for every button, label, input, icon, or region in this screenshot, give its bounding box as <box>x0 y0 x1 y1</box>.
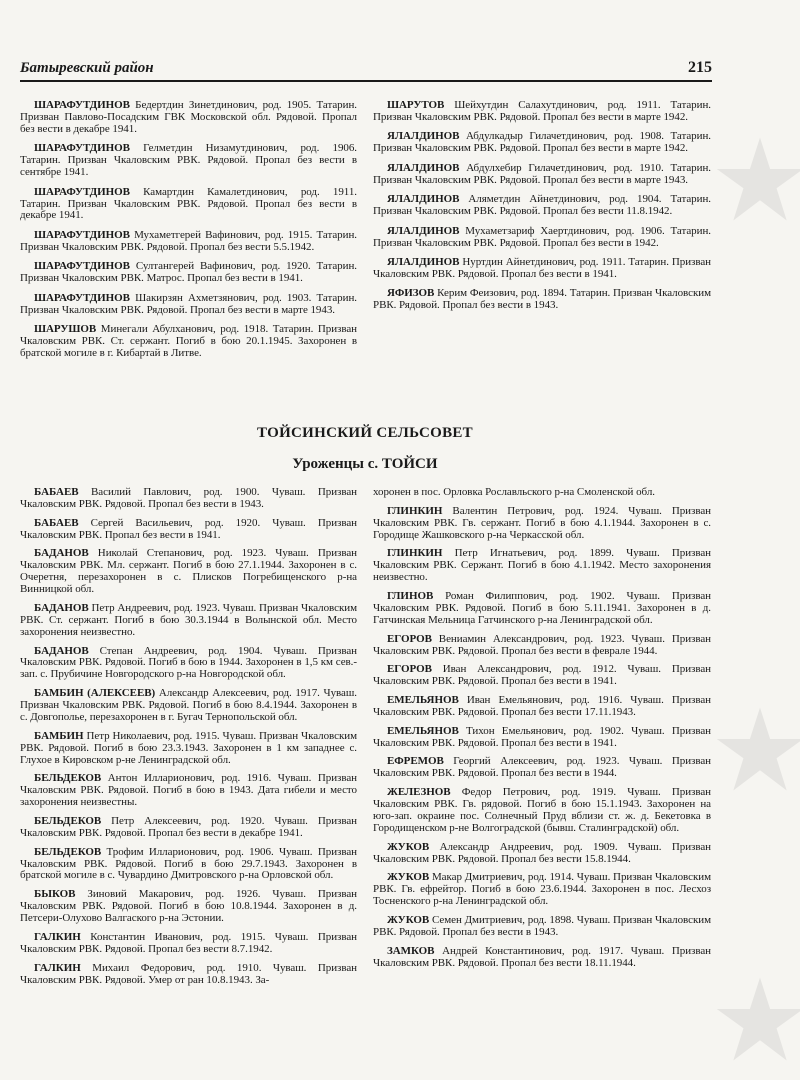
continued-entry-text: хоронен в пос. Орловка Рославльского р-на Смоленской обл. <box>373 486 655 498</box>
memorial-entry <box>373 695 711 719</box>
entry-surname: БАМБИН <box>34 729 84 742</box>
entry-surname: ГЛИНОВ <box>387 590 434 603</box>
star-watermark-icon <box>714 120 800 240</box>
entry-surname: ЕГОРОВ <box>387 632 432 645</box>
memorial-entry <box>20 187 357 223</box>
entry-details: Гелметдин Низамутдинович, род. 1906. Татарин. Призван Чкаловским РВК. Рядовой. Пропал без вести в сентябре 1941. <box>20 142 357 179</box>
memorial-entry <box>373 842 711 866</box>
entry-details: Александр Алексеевич, род. 1917. Чуваш. Призван Чкаловским РВК. Рядовой. Погиб в бою 8.4.1944. Захоронен в с. Довгополье, перезахоронен в г. Бугач Тернопольской обл. <box>20 687 358 723</box>
memorial-entry <box>20 731 357 767</box>
memorial-entry <box>20 518 357 542</box>
memorial-entry <box>373 872 711 908</box>
entry-surname: БАДАНОВ <box>34 644 89 657</box>
entry-details: Макар Дмитриевич, род. 1914. Чуваш. Призван Чкаловским РВК. Гв. ефрейтор. Погиб в бою 23.6.1944. Захоронен в пос. Лесхоз Тосненского р-на Ленинградской обл. <box>373 871 711 908</box>
entry-details: Абдулхебир Гилачетдинович, род. 1910. Татарин. Призван Чкаловским РВК. Рядовой. Пропал без вести в марте 1943. <box>373 161 711 186</box>
entry-details: Михаил Федорович, род. 1910. Чуваш. Призван Чкаловским РВК. Рядовой. Умер от ран 10.8.1943. За- <box>20 961 358 986</box>
entry-surname: ШАРАФУТДИНОВ <box>34 185 130 198</box>
entry-details: Петр Игнатьевич, род. 1899. Чуваш. Призван Чкаловским РВК. Сержант. Погиб в бою 4.1.1942. Место захоронения неизвестно. <box>373 547 711 584</box>
entry-details: Валентин Петрович, род. 1924. Чуваш. Призван Чкаловским РВК. Гв. сержант. Погиб в бою 4.1.1944. Захоронен в с. Городище Жашковского р-на Черкасской обл. <box>373 504 711 541</box>
column-top-left <box>20 100 357 367</box>
entry-details: Сергей Васильевич, род. 1920. Чуваш. Призван Чкаловским РВК. Пропал без вести в 1941. <box>20 516 357 541</box>
entry-details: Александр Андреевич, род. 1909. Чуваш. Призван Чкаловским РВК. Рядовой. Пропал без вести 15.8.1944. <box>373 840 711 865</box>
entry-details: Петр Николаевич, род. 1915. Чуваш. Призван Чкаловским РВК. Рядовой. Погиб в бою 23.3.1943. Захоронен в 1 км западнее с. Глухое в Кировском р-не Ленинградской обл. <box>20 729 358 766</box>
entry-details: Султангерей Вафинович, род. 1920. Татарин. Призван Чкаловским РВК. Матрос. Пропал без вести в 1941. <box>20 260 358 285</box>
entry-details: Петр Андреевич, род. 1923. Чуваш. Призван Чкаловским РВК. Ст. сержант. Погиб в бою 30.3.1944 в Волынской обл. Место захоронения неизвестно. <box>20 601 358 638</box>
entry-details: Шейхутдин Салахутдинович, род. 1911. Татарин. Призван Чкаловским РВК. Рядовой. Пропал без вести в марте 1942. <box>373 99 712 123</box>
entry-details: Иван Емельянович, род. 1916. Чуваш. Призван Чкаловским РВК. Рядовой. Пропал без вести 17.11.1943. <box>373 694 711 718</box>
entry-details: Аляметдин Айнетдинович, род. 1904. Татарин. Призван Чкаловским РВК. Рядовой. Пропал без вести 11.8.1942. <box>373 193 711 218</box>
entry-surname: ШАРАФУТДИНОВ <box>34 99 130 111</box>
memorial-entry <box>373 915 711 939</box>
memorial-entry <box>373 506 711 542</box>
entry-surname: БАБАЕВ <box>34 486 79 498</box>
memorial-entry <box>20 324 357 360</box>
entry-details: Мухаметзариф Хаертдинович, род. 1906. Татарин. Призван Чкаловским РВК. Рядовой. Пропал без вести в 1942. <box>373 224 711 249</box>
entry-surname: ШАРУТОВ <box>387 99 445 111</box>
entry-surname: БАДАНОВ <box>34 547 89 560</box>
memorial-entry <box>373 194 711 218</box>
memorial-entry <box>20 773 357 809</box>
memorial-entry <box>20 100 357 136</box>
entry-surname: ЕМЕЛЬЯНОВ <box>387 724 459 737</box>
entry-details: Василий Павлович, род. 1900. Чуваш. Призван Чкаловским РВК. Рядовой. Пропал без вести в 1943. <box>20 486 357 510</box>
entry-surname: ЖУКОВ <box>387 871 430 884</box>
memorial-entry <box>373 257 711 281</box>
entry-surname: ЯЛАЛДИНОВ <box>387 256 460 269</box>
entry-details: Керим Феизович, род. 1894. Татарин. Призван Чкаловским РВК. Рядовой. Пропал без вести в 1943. <box>373 287 712 312</box>
memorial-entry <box>373 226 711 250</box>
entry-surname: ЖУКОВ <box>387 913 430 926</box>
entry-details: Минегали Абулханович, род. 1918. Татарин. Призван Чкаловским РВК. Ст. сержант. Погиб в бою 20.1.1945. Захоронен в братской могиле в г. Кибартай в Литве. <box>20 323 358 359</box>
memorial-entry <box>20 603 357 639</box>
entry-details: Камартдин Камалетдинович, род. 1911. Татарин. Призван Чкаловским РВК. Рядовой. Пропал без вести в декабре 1941. <box>20 185 358 222</box>
entry-surname: ЯЛАЛДИНОВ <box>387 193 460 206</box>
entry-details: Андрей Константинович, род. 1917. Чуваш. Призван Чкаловским РВК. Рядовой. Пропал без вести 18.11.1944. <box>373 944 711 969</box>
entry-surname: БЕЛЬДЕКОВ <box>34 772 102 785</box>
star-watermark-icon <box>714 960 800 1080</box>
entry-surname: ШАРАФУТДИНОВ <box>34 260 130 273</box>
entry-surname: ЖЕЛЕЗНОВ <box>387 786 451 799</box>
entry-surname: ШАРУШОВ <box>34 323 97 336</box>
entry-surname: ГАЛКИН <box>34 961 81 974</box>
memorial-entry <box>20 963 357 987</box>
memorial-entry <box>373 591 711 627</box>
entry-details: Вениамин Александрович, род. 1923. Чуваш. Призван Чкаловским РВК. Рядовой. Пропал без вести в феврале 1944. <box>373 632 711 657</box>
memorial-entry <box>373 946 711 970</box>
entry-details: Иван Александрович, род. 1912. Чуваш. Призван Чкаловским РВК. Рядовой. Пропал без вести в 1941. <box>373 663 711 688</box>
column-bottom-left <box>20 487 357 993</box>
entry-details: Тихон Емельянович, род. 1902. Чуваш. Призван Чкаловским РВК. Рядовой. Пропал без вести в 1941. <box>373 724 711 749</box>
entry-surname: ГАЛКИН <box>34 930 81 943</box>
entry-surname: БАМБИН (АЛЕКСЕЕВ) <box>34 687 156 700</box>
entry-surname: ЖУКОВ <box>387 840 430 853</box>
entry-details: Константин Иванович, род. 1915. Чуваш. Призван Чкаловским РВК. Рядовой. Пропал без вести 8.7.1942. <box>20 930 357 955</box>
entry-surname: ШАРАФУТДИНОВ <box>34 228 130 241</box>
entry-details: Роман Филиппович, род. 1902. Чуваш. Призван Чкаловским РВК. Рядовой. Погиб в бою 5.11.1941. Захоронен в д. Гатчинская Мельница Гатчинского р-на Ленинградской обл. <box>373 590 711 626</box>
entry-surname: ГЛИНКИН <box>387 547 443 560</box>
entry-surname: БАДАНОВ <box>34 601 89 614</box>
entry-details: Мухаметгерей Вафинович, род. 1915. Татарин. Призван Чкаловским РВК. Рядовой. Пропал без вести 5.5.1942. <box>20 228 357 253</box>
entry-details: Степан Андреевич, род. 1904. Чуваш. Призван Чкаловским РВК. Рядовой. Погиб в бою в 1944. Захоронен в 1,5 км сев.-зап. с. Прубичине Новгородского р-на Новгородской обл. <box>20 644 357 681</box>
page-number: 215 <box>688 59 712 76</box>
entry-surname: БЕЛЬДЕКОВ <box>34 845 102 858</box>
memorial-entry <box>20 847 357 883</box>
memorial-entry <box>20 646 357 682</box>
entry-surname: ЕМЕЛЬЯНОВ <box>387 694 459 707</box>
entry-details: Зиновий Макарович, род. 1926. Чуваш. Призван Чкаловским РВК. Рядовой. Погиб в бою 10.8.1944. Захоронен в д. Петсери-Олухово Валгаского р-на Эстонии. <box>20 888 357 925</box>
column-bottom-right <box>373 487 711 976</box>
star-watermark-icon <box>714 690 800 810</box>
entry-details: Нуртдин Айнетдинович, род. 1911. Татарин. Призван Чкаловским РВК. Рядовой. Пропал без вести в 1941. <box>373 256 711 280</box>
running-head <box>20 58 712 82</box>
memorial-entry <box>20 261 357 285</box>
entry-surname: ЯЛАЛДИНОВ <box>387 161 460 174</box>
entry-surname: ШАРАФУТДИНОВ <box>34 142 130 155</box>
memorial-entry <box>373 131 711 155</box>
memorial-entry <box>20 293 357 317</box>
memorial-entry <box>20 889 357 925</box>
memorial-entry <box>373 787 711 835</box>
memorial-entry <box>20 143 357 179</box>
bottom-right-entries <box>373 506 711 970</box>
entry-details: Шакирзян Ахметзянович, род. 1903. Татарин. Призван Чкаловским РВК. Рядовой. Пропал без вести в марте 1943. <box>20 291 358 316</box>
memorial-entry <box>373 548 711 584</box>
entry-details: Антон Илларионович, род. 1916. Чуваш. Призван Чкаловским РВК. Рядовой. Погиб в бою в 1943. Дата гибели и место захоронения неизвестны. <box>20 772 357 809</box>
entry-details: Абдулкадыр Гилачетдинович, род. 1908. Татарин. Призван Чкаловским РВК. Рядовой. Пропал без вести в марте 1942. <box>373 130 712 155</box>
entry-details: Петр Алексеевич, род. 1920. Чуваш. Призван Чкаловским РВК. Рядовой. Пропал без вести в декабре 1941. <box>20 814 357 839</box>
entry-surname: БЕЛЬДЕКОВ <box>34 814 102 827</box>
entry-surname: ГЛИНКИН <box>387 504 443 517</box>
memorial-entry <box>373 634 711 658</box>
entry-details: Бедертдин Зинетдинович, род. 1905. Татарин. Призван Павлово-Посадским ГВК Московской обл. Рядовой. Пропал без вести в декабре 1941. <box>20 99 357 135</box>
memorial-entry <box>373 288 711 312</box>
entry-surname: ЯФИЗОВ <box>387 287 435 300</box>
memorial-entry <box>20 487 357 511</box>
memorial-entry <box>373 726 711 750</box>
memorial-entry <box>373 664 711 688</box>
memorial-entry <box>373 100 711 124</box>
section-title: Батыревский район <box>20 60 154 76</box>
entry-details: Георгий Алексеевич, род. 1923. Чуваш. Призван Чкаловским РВК. Рядовой. Пропал без вести в 1944. <box>373 755 712 780</box>
entry-details: Николай Степанович, род. 1923. Чуваш. Призван Чкаловским РВК. Мл. сержант. Погиб в бою 27.1.1944. Захоронен в с. Очеретня, перезахоронен в с. Плисков Погребищенского р-на Винницкой обл. <box>20 547 357 596</box>
entry-surname: ЯЛАЛДИНОВ <box>387 130 460 143</box>
memorial-entry <box>20 932 357 956</box>
column-top-right <box>373 100 711 320</box>
memorial-entry <box>20 230 357 254</box>
entry-details: Трофим Илларионович, род. 1906. Чуваш. Призван Чкаловским РВК. Рядовой. Погиб в бою 29.7.1943. Захоронен в братской могиле в с. Чувардино Дмитровского р-на Орловской обл. <box>20 845 357 882</box>
entry-surname: ЕФРЕМОВ <box>387 755 444 768</box>
memorial-entry <box>373 163 711 187</box>
entry-surname: ШАРАФУТДИНОВ <box>34 291 130 304</box>
entry-surname: ЗАМКОВ <box>387 944 435 957</box>
memorial-entry <box>373 756 711 780</box>
entry-surname: БАБАЕВ <box>34 516 79 529</box>
entry-details: Федор Петрович, род. 1919. Чуваш. Призван Чкаловским РВК. Гв. рядовой. Погиб в бою 15.1.1943. Захоронен на юго-зап. окраине пос. Солнечный Пруд вблизи ст. ж. д. Бекетовка в Городищенском р-не Волгоградской (бывш. Сталинградской) обл. <box>373 786 711 834</box>
memorial-entry <box>20 688 357 724</box>
entry-surname: БЫКОВ <box>34 888 76 901</box>
village-heading: Уроженцы с. ТОЙСИ <box>292 456 438 472</box>
entry-surname: ЕГОРОВ <box>387 663 432 676</box>
council-heading: ТОЙСИНСКИЙ СЕЛЬСОВЕТ <box>257 425 473 441</box>
memorial-entry <box>20 548 357 596</box>
entry-surname: ЯЛАЛДИНОВ <box>387 224 460 237</box>
memorial-entry <box>20 816 357 840</box>
entry-details: Семен Дмитриевич, род. 1898. Чуваш. Призван Чкаловским РВК. Рядовой. Пропал без вести в 1943. <box>373 913 711 938</box>
